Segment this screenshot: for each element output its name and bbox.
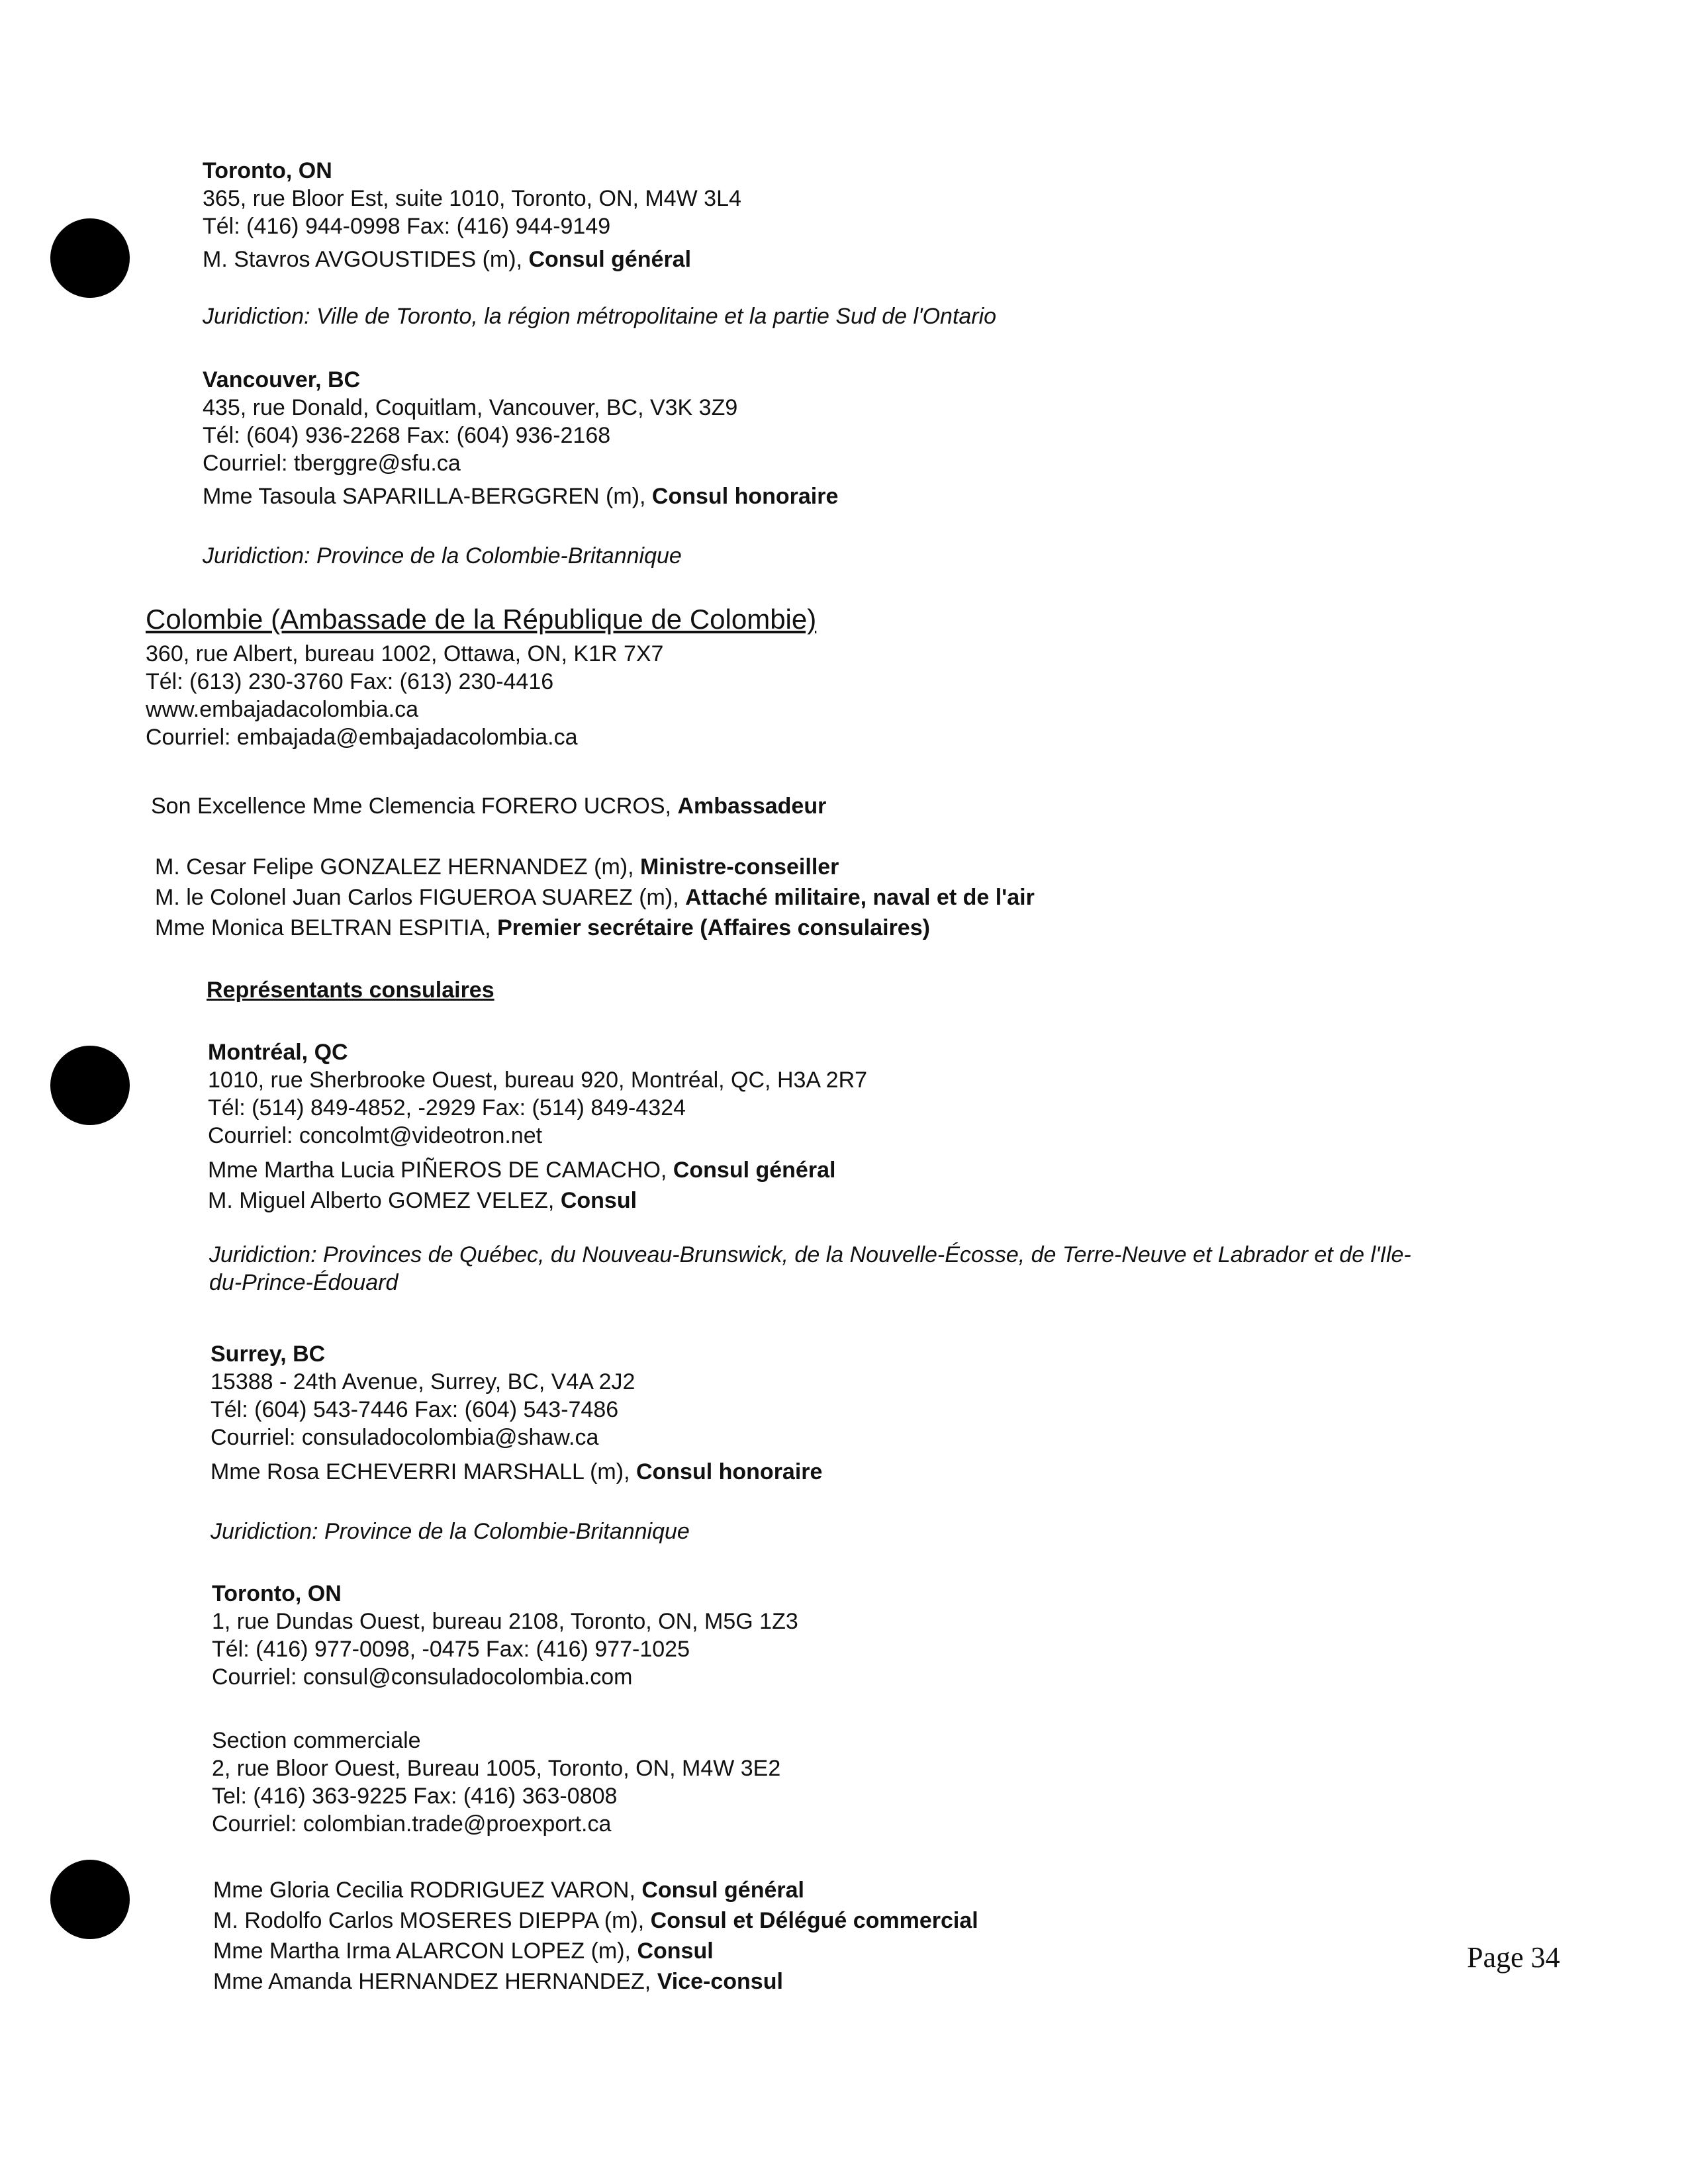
colombia-toronto-phone: Tél: (416) 977-0098, -0475 Fax: (416) 977-1025 — [212, 1637, 690, 1662]
person-title: Consul général — [528, 247, 692, 272]
surrey-jurisdiction: Juridiction: Province de la Colombie-Britannique — [211, 1519, 690, 1544]
commercial-section-email: Courriel: colombian.trade@proexport.ca — [212, 1811, 612, 1837]
colombia-website: www.embajadacolombia.ca — [146, 697, 418, 722]
colombia-toronto-person — [213, 1938, 714, 1964]
montreal-phone: Tél: (514) 849-4852, -2929 Fax: (514) 849-4324 — [208, 1095, 686, 1120]
vancouver-address: 435, rue Donald, Coquitlam, Vancouver, BC, V3K 3Z9 — [203, 395, 738, 420]
commercial-section-phone: Tel: (416) 363-9225 Fax: (416) 363-0808 — [212, 1784, 618, 1809]
person-name: M. le Colonel Juan Carlos FIGUEROA SUAREZ (m), — [155, 885, 686, 910]
montreal-person — [208, 1187, 637, 1214]
colombia-staff-row — [155, 915, 930, 941]
person-title: Consul général — [673, 1158, 836, 1183]
colombia-toronto-address: 1, rue Dundas Ouest, bureau 2108, Toronto, ON, M5G 1Z3 — [212, 1609, 798, 1634]
vancouver-jurisdiction: Juridiction: Province de la Colombie-Britannique — [203, 543, 682, 569]
person-title: Ambassadeur — [677, 794, 827, 819]
colombia-toronto-person — [213, 1877, 804, 1903]
person-title: Consul et Délégué commercial — [650, 1908, 978, 1933]
surrey-consul — [211, 1459, 822, 1485]
person-name: M. Cesar Felipe GONZALEZ HERNANDEZ (m), — [155, 854, 640, 880]
vancouver-email: Courriel: tberggre@sfu.ca — [203, 451, 461, 476]
person-title: Premier secrétaire (Affaires consulaires) — [497, 915, 930, 940]
toronto-city: Toronto, ON — [203, 158, 332, 183]
montreal-jurisdiction-line-2: du-Prince-Édouard — [209, 1270, 399, 1295]
montreal-jurisdiction-line-1: Juridiction: Provinces de Québec, du Nouveau-Brunswick, de la Nouvelle-Écosse, de Terre-Neuve et Labrador et de l'Ile- — [209, 1242, 1411, 1267]
colombia-toronto-person — [213, 1907, 978, 1934]
person-title: Consul — [637, 1938, 714, 1964]
colombia-ambassador — [151, 793, 826, 819]
montreal-email: Courriel: concolmt@videotron.net — [208, 1123, 543, 1148]
person-name: Son Excellence Mme Clemencia FORERO UCROS, — [151, 794, 678, 819]
colombia-staff-row — [155, 884, 1035, 911]
person-name: Mme Martha Lucia PIÑEROS DE CAMACHO, — [208, 1158, 673, 1183]
person-title: Consul honoraire — [651, 484, 839, 509]
commercial-section-label: Section commerciale — [212, 1728, 421, 1753]
person-name: M. Miguel Alberto GOMEZ VELEZ, — [208, 1188, 561, 1213]
person-title: Consul général — [641, 1878, 804, 1903]
person-name: Mme Gloria Cecilia RODRIGUEZ VARON, — [213, 1878, 642, 1903]
person-title: Vice-consul — [657, 1969, 783, 1994]
person-title: Consul — [560, 1188, 637, 1213]
colombia-toronto-person — [213, 1968, 783, 1995]
surrey-city: Surrey, BC — [211, 1342, 326, 1367]
person-name: Mme Martha Irma ALARCON LOPEZ (m), — [213, 1938, 637, 1964]
person-name: Mme Rosa ECHEVERRI MARSHALL (m), — [211, 1459, 636, 1484]
colombia-staff-row — [155, 854, 839, 880]
person-name: M. Rodolfo Carlos MOSERES DIEPPA (m), — [213, 1908, 651, 1933]
vancouver-phone: Tél: (604) 936-2268 Fax: (604) 936-2168 — [203, 423, 611, 448]
page-number: Page 34 — [1467, 1941, 1560, 1974]
colombia-phone: Tél: (613) 230-3760 Fax: (613) 230-4416 — [146, 669, 554, 694]
person-name: Mme Amanda HERNANDEZ HERNANDEZ, — [213, 1969, 657, 1994]
binder-hole-top — [50, 218, 130, 298]
surrey-email: Courriel: consuladocolombia@shaw.ca — [211, 1425, 599, 1450]
toronto-consul — [203, 246, 691, 273]
colombia-address: 360, rue Albert, bureau 1002, Ottawa, ON, K1R 7X7 — [146, 641, 664, 666]
person-title: Attaché militaire, naval et de l'air — [685, 885, 1035, 910]
binder-hole-bottom — [50, 1860, 130, 1939]
colombia-heading: Colombie (Ambassade de la République de Colombie) — [146, 604, 817, 635]
consular-representatives-heading: Représentants consulaires — [207, 978, 494, 1003]
montreal-person — [208, 1157, 835, 1183]
toronto-address: 365, rue Bloor Est, suite 1010, Toronto, ON, M4W 3L4 — [203, 186, 741, 211]
colombia-email: Courriel: embajada@embajadacolombia.ca — [146, 725, 578, 750]
surrey-address: 15388 - 24th Avenue, Surrey, BC, V4A 2J2 — [211, 1369, 635, 1394]
toronto-jurisdiction: Juridiction: Ville de Toronto, la région métropolitaine et la partie Sud de l'Ontario — [203, 304, 997, 329]
person-title: Consul honoraire — [635, 1459, 823, 1484]
binder-hole-middle — [50, 1046, 130, 1125]
montreal-address: 1010, rue Sherbrooke Ouest, bureau 920, Montréal, QC, H3A 2R7 — [208, 1068, 868, 1093]
commercial-section-address: 2, rue Bloor Ouest, Bureau 1005, Toronto, ON, M4W 3E2 — [212, 1756, 781, 1781]
montreal-city: Montréal, QC — [208, 1040, 348, 1065]
person-name: Mme Monica BELTRAN ESPITIA, — [155, 915, 498, 940]
person-title: Ministre-conseiller — [639, 854, 839, 880]
colombia-toronto-email: Courriel: consul@consuladocolombia.com — [212, 1664, 633, 1690]
person-name: M. Stavros AVGOUSTIDES (m), — [203, 247, 529, 272]
vancouver-city: Vancouver, BC — [203, 367, 361, 392]
vancouver-consul — [203, 483, 838, 510]
person-name: Mme Tasoula SAPARILLA-BERGGREN (m), — [203, 484, 652, 509]
colombia-toronto-city: Toronto, ON — [212, 1581, 342, 1606]
toronto-phone: Tél: (416) 944-0998 Fax: (416) 944-9149 — [203, 214, 611, 239]
surrey-phone: Tél: (604) 543-7446 Fax: (604) 543-7486 — [211, 1397, 619, 1422]
